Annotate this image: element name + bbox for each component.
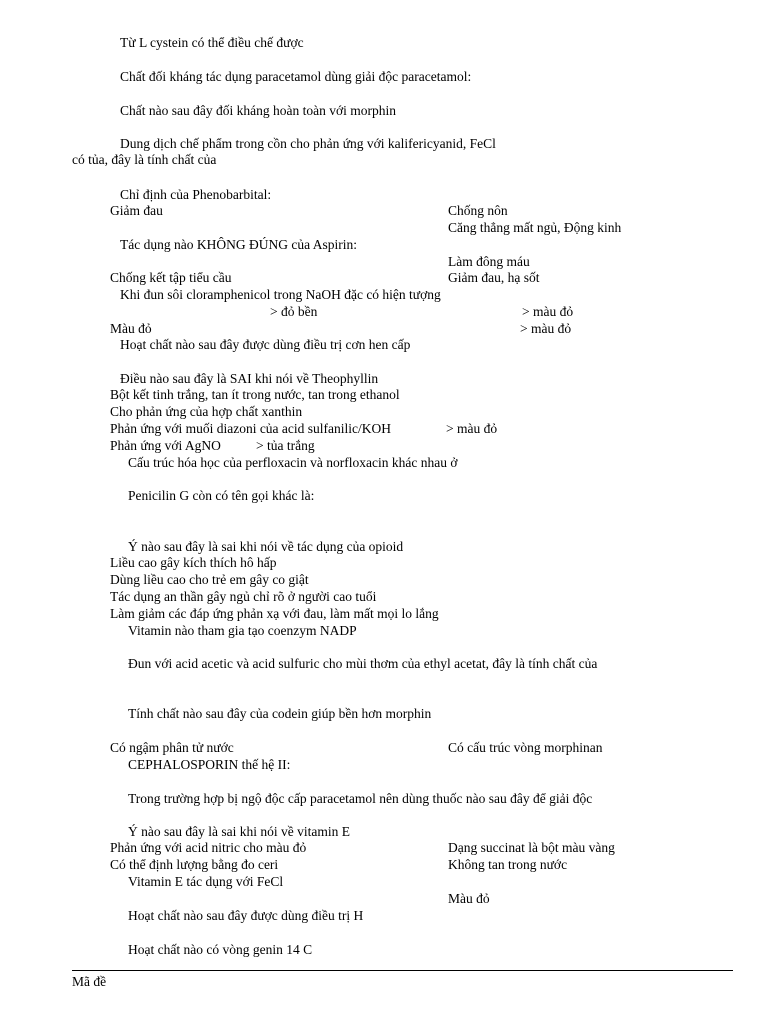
question-line: Điều nào sau đây là SAI khi nói về Theophyllin — [120, 371, 379, 386]
answer-option: Màu đỏ — [110, 321, 152, 336]
answer-option: > tủa trắng — [256, 438, 315, 453]
question-line: Penicilin G còn có tên gọi khác là: — [128, 488, 315, 503]
answer-option: Làm giảm các đáp ứng phản xạ với đau, làm mất mọi lo lắng — [110, 606, 439, 621]
question-line: có tủa, đây là tính chất của — [72, 152, 217, 167]
question-line: Cấu trúc hóa học của perfloxacin và norfloxacin khác nhau ở — [128, 455, 458, 470]
footer-label: Mã đề — [72, 974, 107, 989]
answer-option: Có ngậm phân tử nước — [110, 740, 234, 755]
question-line: Vitamin E tác dụng với FeCl — [128, 874, 284, 889]
question-line: Ý nào sau đây là sai khi nói về vitamin E — [128, 824, 350, 839]
question-line: Khi đun sôi cloramphenicol trong NaOH đặc có hiện tượng — [120, 287, 441, 302]
question-line: Vitamin nào tham gia tạo coenzym NADP — [128, 623, 357, 638]
question-line: CEPHALOSPORIN thế hệ II: — [128, 757, 291, 772]
question-line: Chỉ định của Phenobarbital: — [120, 187, 272, 202]
question-line: Chất đối kháng tác dụng paracetamol dùng giải độc paracetamol: — [120, 69, 472, 84]
question-line: Đun với acid acetic và acid sulfuric cho mùi thơm của ethyl acetat, đây là tính chất của — [128, 656, 598, 671]
answer-option: Chống nôn — [448, 203, 508, 218]
answer-option: > màu đỏ — [446, 421, 498, 436]
answer-option: Màu đỏ — [448, 891, 490, 906]
question-line: Ý nào sau đây là sai khi nói về tác dụng của opioid — [128, 539, 404, 554]
answer-option: Bột kết tinh trắng, tan ít trong nước, tan trong ethanol — [110, 387, 400, 402]
question-line: Hoạt chất nào sau đây được dùng điều trị cơn hen cấp — [120, 337, 411, 352]
question-line: Dung dịch chế phẩm trong cồn cho phản ứng với kalifericyanid, FeCl — [120, 136, 496, 151]
question-line: Tác dụng nào KHÔNG ĐÚNG của Aspirin: — [120, 237, 357, 252]
answer-option: Dùng liều cao cho trẻ em gây co giật — [110, 572, 309, 587]
answer-option: Cho phản ứng của hợp chất xanthin — [110, 404, 303, 419]
answer-option: Có thể định lượng bằng đo ceri — [110, 857, 279, 872]
answer-option: Giảm đau, hạ sốt — [448, 270, 540, 285]
footer-divider — [72, 970, 733, 971]
answer-option: Không tan trong nước — [448, 857, 568, 872]
answer-option: Phản ứng với acid nitric cho màu đỏ — [110, 840, 307, 855]
answer-option: Có cấu trúc vòng morphinan — [448, 740, 603, 755]
answer-option: Liều cao gây kích thích hô hấp — [110, 555, 277, 570]
answer-option: > màu đỏ — [522, 304, 574, 319]
question-line: Hoạt chất nào có vòng genin 14 C — [128, 942, 313, 957]
answer-option: Phản ứng với AgNO — [110, 438, 221, 453]
answer-option: Tác dụng an thần gây ngủ chỉ rõ ở người cao tuổi — [110, 589, 377, 604]
answer-option: Phản ứng với muối diazoni của acid sulfanilic/KOH — [110, 421, 392, 436]
answer-option: Dạng succinat là bột màu vàng — [448, 840, 615, 855]
question-line: Hoạt chất nào sau đây được dùng điều trị H — [128, 908, 364, 923]
answer-option: > đỏ bền — [270, 304, 318, 319]
question-line: Từ L cystein có thể điều chế được — [120, 35, 304, 50]
answer-option: Căng thẳng mất ngủ, Động kinh — [448, 220, 622, 235]
answer-option: Giảm đau — [110, 203, 163, 218]
question-line: Chất nào sau đây đối kháng hoàn toàn với morphin — [120, 103, 396, 118]
answer-option: Chống kết tập tiểu cầu — [110, 270, 232, 285]
answer-option: > màu đỏ — [520, 321, 572, 336]
question-line: Trong trường hợp bị ngộ độc cấp paracetamol nên dùng thuốc nào sau đây để giải độc — [128, 791, 593, 806]
answer-option: Làm đông máu — [448, 254, 530, 269]
question-line: Tính chất nào sau đây của codein giúp bền hơn morphin — [128, 706, 432, 721]
